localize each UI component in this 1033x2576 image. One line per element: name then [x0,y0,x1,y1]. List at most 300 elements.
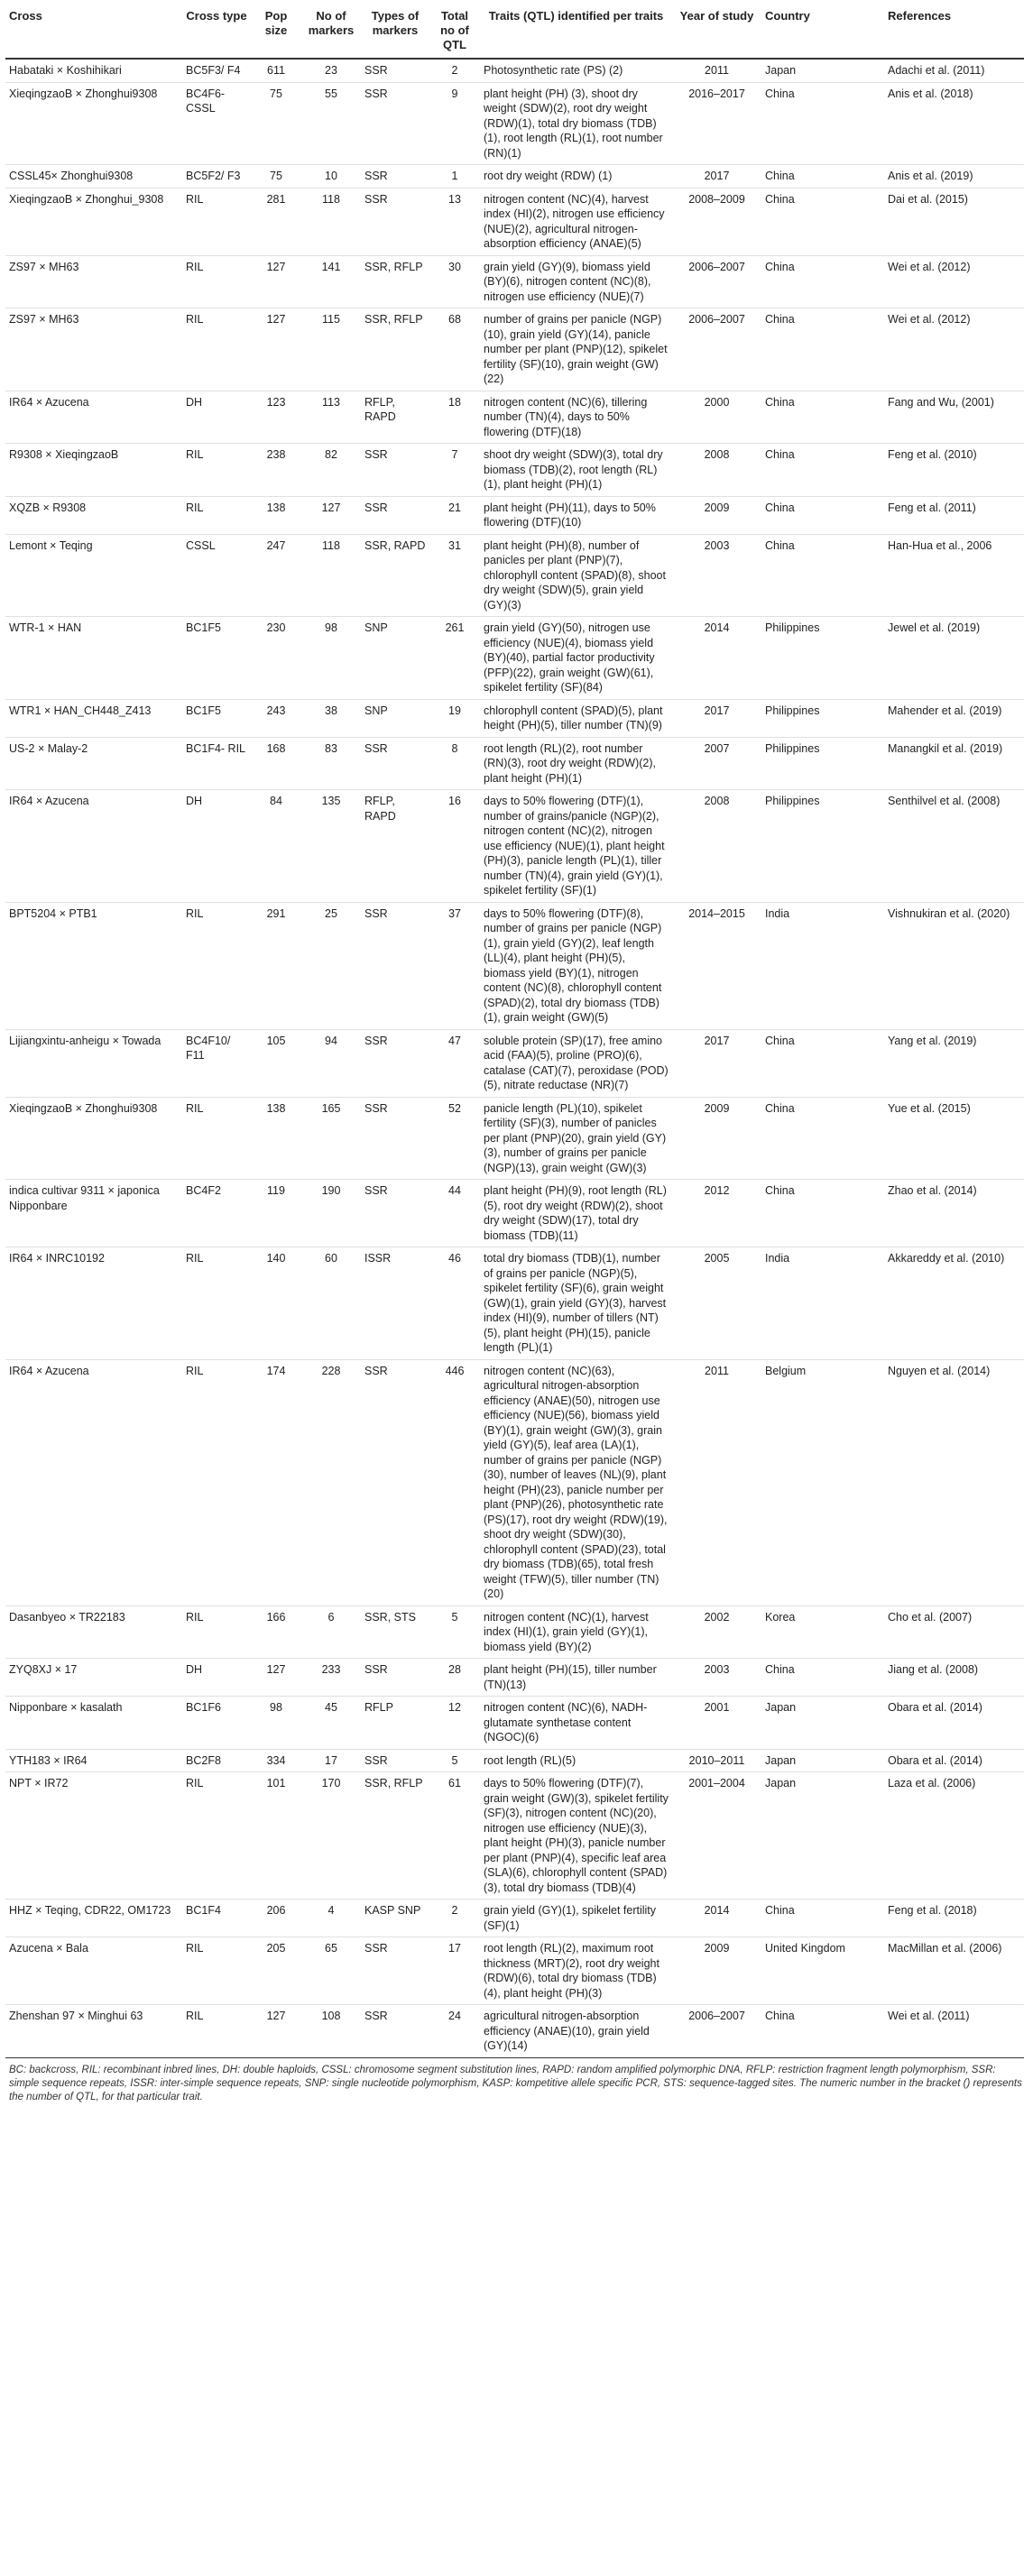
markers-cell: 118 [301,534,361,617]
marker-types-cell: RFLP [361,1697,429,1750]
pop-size-cell: 281 [251,188,301,255]
pop-size-cell: 138 [251,496,301,534]
country-cell: Philippines [761,617,884,700]
qtl-count-cell: 17 [429,1937,480,2005]
cross-cell: WTR1 × HAN_CH448_Z413 [5,699,182,737]
traits-cell: panicle length (PL)(10), spikelet fertility (SF)(3), number of panicles per plant (PNP)(20), grain yield (GY)(3), number of grains per panicle (NGP)(13), grain weight (GW)(3) [480,1097,672,1180]
year-cell: 2002 [672,1605,761,1659]
year-cell: 2003 [672,534,761,617]
cross-type-cell: BC5F3/ F4 [182,59,251,82]
traits-cell: chlorophyll content (SPAD)(5), plant height (PH)(5), tiller number (TN)(9) [480,699,672,737]
cross-cell: YTH183 × IR64 [5,1749,182,1772]
cross-cell: Lijiangxintu-anheigu × Towada [5,1029,182,1097]
year-cell: 2006–2007 [672,308,761,391]
cross-type-cell: RIL [182,444,251,497]
qtl-count-cell: 13 [429,188,480,255]
pop-size-cell: 105 [251,1029,301,1097]
table-row [5,496,1024,534]
qtl-count-cell: 9 [429,82,480,165]
header-marker-types: Types of markers [361,5,429,59]
traits-cell: nitrogen content (NC)(63), agricultural nitrogen-absorption efficiency (ANAE)(50), nitrogen use efficiency (NUE)(56), biomass yield (BY)(1), grain weight (GW)(3), grain yield (GY)(5), leaf area (LA)(1), number of grains per panicle (NGP)(30), number of leaves (NL)(9), plant height (PH)(23), panicle number per plant (PNP)(26), photosynthetic rate (PS)(17), root dry weight (RDW)(19), shoot dry weight (SDW)(30), chlorophyll content (SPAD)(23), total dry biomass (TDB)(65), total fresh weight (TFW)(5), tiller number (TN)(20) [480,1359,672,1605]
reference-cell: Senthilvel et al. (2008) [884,790,1024,903]
cross-cell: Azucena × Bala [5,1937,182,2005]
country-cell: China [761,82,884,165]
cross-type-cell: RIL [182,1605,251,1659]
markers-cell: 60 [301,1247,361,1360]
cross-type-cell: RIL [182,308,251,391]
country-cell: China [761,496,884,534]
pop-size-cell: 168 [251,737,301,790]
traits-cell: days to 50% flowering (DTF)(7), grain weight (GW)(3), spikelet fertility (SF)(3), nitrogen content (NC)(20), nitrogen use efficiency (NUE)(3), plant height (PH)(3), panicle number per plant (PNP)(4), specific leaf area (SLA)(6), chlorophyll content (SPAD)(3), total dry biomass (TDB)(4) [480,1772,672,1900]
markers-cell: 115 [301,308,361,391]
table-row [5,188,1024,255]
pop-size-cell: 123 [251,391,301,444]
reference-cell: Feng et al. (2010) [884,444,1024,497]
cross-type-cell: BC4F6- CSSL [182,82,251,165]
cross-type-cell: DH [182,790,251,903]
pop-size-cell: 230 [251,617,301,700]
pop-size-cell: 174 [251,1359,301,1605]
qtl-count-cell: 46 [429,1247,480,1360]
traits-cell: plant height (PH)(15), tiller number (TN)(13) [480,1659,672,1697]
cross-cell: IR64 × Azucena [5,790,182,903]
markers-cell: 170 [301,1772,361,1900]
year-cell: 2006–2007 [672,255,761,308]
markers-cell: 83 [301,737,361,790]
cross-type-cell: BC4F2 [182,1180,251,1247]
marker-types-cell: KASP SNP [361,1900,429,1937]
cross-type-cell: RIL [182,1247,251,1360]
markers-cell: 25 [301,902,361,1029]
year-cell: 2008 [672,444,761,497]
traits-cell: plant height (PH)(9), root length (RL)(5), root dry weight (RDW)(2), shoot dry weight (SDW)(17), total dry biomass (TDB)(11) [480,1180,672,1247]
year-cell: 2008–2009 [672,188,761,255]
marker-types-cell: RFLP, RAPD [361,391,429,444]
qtl-count-cell: 18 [429,391,480,444]
reference-cell: Cho et al. (2007) [884,1605,1024,1659]
markers-cell: 113 [301,391,361,444]
qtl-count-cell: 8 [429,737,480,790]
cross-cell: indica cultivar 9311 × japonica Nipponbare [5,1180,182,1247]
traits-cell: grain yield (GY)(9), biomass yield (BY)(6), nitrogen content (NC)(8), nitrogen use efficiency (NUE)(7) [480,255,672,308]
reference-cell: Obara et al. (2014) [884,1749,1024,1772]
marker-types-cell: SSR [361,496,429,534]
cross-cell: Nipponbare × kasalath [5,1697,182,1750]
marker-types-cell: SSR, RFLP [361,255,429,308]
cross-cell: ZYQ8XJ × 17 [5,1659,182,1697]
traits-cell: nitrogen content (NC)(1), harvest index (HI)(1), grain yield (GY)(1), biomass yield (BY)(2) [480,1605,672,1659]
country-cell: Belgium [761,1359,884,1605]
country-cell: China [761,444,884,497]
header-traits: Traits (QTL) identified per traits [480,5,672,59]
qtl-count-cell: 12 [429,1697,480,1750]
cross-type-cell: RIL [182,2005,251,2058]
year-cell: 2007 [672,737,761,790]
cross-cell: IR64 × Azucena [5,391,182,444]
marker-types-cell: SSR [361,59,429,82]
qtl-count-cell: 30 [429,255,480,308]
pop-size-cell: 127 [251,255,301,308]
cross-type-cell: RIL [182,1937,251,2005]
header-year: Year of study [672,5,761,59]
reference-cell: Laza et al. (2006) [884,1772,1024,1900]
table-row [5,1772,1024,1900]
cross-type-cell: RIL [182,1359,251,1605]
marker-types-cell: SSR, RFLP [361,1772,429,1900]
cross-cell: R9308 × XieqingzaoB [5,444,182,497]
year-cell: 2017 [672,699,761,737]
reference-cell: Wei et al. (2012) [884,308,1024,391]
qtl-count-cell: 68 [429,308,480,391]
country-cell: China [761,188,884,255]
table-row [5,1029,1024,1097]
table-row [5,82,1024,165]
reference-cell: Wei et al. (2011) [884,2005,1024,2058]
cross-type-cell: RIL [182,1772,251,1900]
marker-types-cell: SSR [361,2005,429,2058]
traits-cell: root length (RL)(5) [480,1749,672,1772]
year-cell: 2011 [672,59,761,82]
cross-cell: Habataki × Koshihikari [5,59,182,82]
pop-size-cell: 334 [251,1749,301,1772]
year-cell: 2010–2011 [672,1749,761,1772]
reference-cell: MacMillan et al. (2006) [884,1937,1024,2005]
cross-type-cell: BC1F4 [182,1900,251,1937]
table-row [5,1749,1024,1772]
markers-cell: 165 [301,1097,361,1180]
pop-size-cell: 119 [251,1180,301,1247]
table-row [5,1097,1024,1180]
markers-cell: 10 [301,165,361,189]
traits-cell: root length (RL)(2), root number (RN)(3), root dry weight (RDW)(2), plant height (PH)(1) [480,737,672,790]
traits-cell: plant height (PH) (3), shoot dry weight (SDW)(2), root dry weight (RDW)(1), total dry biomass (TDB)(1), root length (RL)(1), root number (RN)(1) [480,82,672,165]
traits-cell: number of grains per panicle (NGP)(10), grain yield (GY)(14), panicle number per plant (PNP)(12), spikelet fertility (SF)(10), grain weight (GW)(22) [480,308,672,391]
traits-cell: plant height (PH)(11), days to 50% flowering (DTF)(10) [480,496,672,534]
year-cell: 2001–2004 [672,1772,761,1900]
traits-cell: nitrogen content (NC)(6), tillering number (TN)(4), days to 50% flowering (DTF)(18) [480,391,672,444]
pop-size-cell: 140 [251,1247,301,1360]
country-cell: Japan [761,1772,884,1900]
header-references: References [884,5,1024,59]
markers-cell: 82 [301,444,361,497]
cross-cell: XQZB × R9308 [5,496,182,534]
marker-types-cell: SSR [361,1937,429,2005]
country-cell: India [761,902,884,1029]
header-no-markers: No of markers [301,5,361,59]
year-cell: 2017 [672,165,761,189]
qtl-count-cell: 2 [429,1900,480,1937]
pop-size-cell: 243 [251,699,301,737]
cross-cell: XieqingzaoB × Zhonghui9308 [5,82,182,165]
pop-size-cell: 291 [251,902,301,1029]
pop-size-cell: 75 [251,82,301,165]
year-cell: 2017 [672,1029,761,1097]
qtl-count-cell: 446 [429,1359,480,1605]
cross-cell: XieqingzaoB × Zhonghui9308 [5,1097,182,1180]
cross-type-cell: BC1F5 [182,699,251,737]
year-cell: 2003 [672,1659,761,1697]
marker-types-cell: SSR [361,902,429,1029]
qtl-table [5,5,1024,2058]
header-cross: Cross [5,5,182,59]
cross-type-cell: BC1F5 [182,617,251,700]
markers-cell: 55 [301,82,361,165]
qtl-count-cell: 5 [429,1749,480,1772]
country-cell: United Kingdom [761,1937,884,2005]
year-cell: 2000 [672,391,761,444]
country-cell: Philippines [761,699,884,737]
reference-cell: Wei et al. (2012) [884,255,1024,308]
markers-cell: 6 [301,1605,361,1659]
table-body [5,59,1024,2057]
table-row [5,1937,1024,2005]
qtl-count-cell: 261 [429,617,480,700]
table-row [5,1605,1024,1659]
markers-cell: 38 [301,699,361,737]
traits-cell: root dry weight (RDW) (1) [480,165,672,189]
year-cell: 2008 [672,790,761,903]
markers-cell: 17 [301,1749,361,1772]
pop-size-cell: 205 [251,1937,301,2005]
markers-cell: 94 [301,1029,361,1097]
country-cell: Korea [761,1605,884,1659]
marker-types-cell: SSR, STS [361,1605,429,1659]
reference-cell: Adachi et al. (2011) [884,59,1024,82]
table-row [5,790,1024,903]
country-cell: China [761,1659,884,1697]
year-cell: 2006–2007 [672,2005,761,2058]
country-cell: China [761,534,884,617]
table-row [5,165,1024,189]
table-row [5,1180,1024,1247]
table-row [5,59,1024,82]
qtl-count-cell: 21 [429,496,480,534]
reference-cell: Fang and Wu, (2001) [884,391,1024,444]
marker-types-cell: SSR [361,1097,429,1180]
reference-cell: Akkareddy et al. (2010) [884,1247,1024,1360]
cross-cell: HHZ × Teqing, CDR22, OM1723 [5,1900,182,1937]
qtl-count-cell: 47 [429,1029,480,1097]
year-cell: 2014 [672,617,761,700]
cross-cell: IR64 × INRC10192 [5,1247,182,1360]
traits-cell: days to 50% flowering (DTF)(8), number of grains per panicle (NGP)(1), grain yield (GY)(2), leaf length (LL)(4), plant height (PH)(5), biomass yield (BY)(1), nitrogen content (NC)(8), chlorophyll content (SPAD)(2), total dry biomass (TDB)(1), grain weight (GW)(5) [480,902,672,1029]
traits-cell: plant height (PH)(8), number of panicles per plant (PNP)(7), chlorophyll content (SPAD)(8), shoot dry weight (SDW)(5), grain yield (GY)(3) [480,534,672,617]
marker-types-cell: SSR, RFLP [361,308,429,391]
marker-types-cell: SSR [361,444,429,497]
qtl-count-cell: 37 [429,902,480,1029]
traits-cell: soluble protein (SP)(17), free amino acid (FAA)(5), proline (PRO)(6), catalase (CAT)(7), peroxidase (POD)(5), nitrate reductase (NR)(7) [480,1029,672,1097]
traits-cell: agricultural nitrogen-absorption efficiency (ANAE)(10), grain yield (GY)(14) [480,2005,672,2058]
reference-cell: Vishnukiran et al. (2020) [884,902,1024,1029]
pop-size-cell: 127 [251,308,301,391]
reference-cell: Mahender et al. (2019) [884,699,1024,737]
cross-cell: US-2 × Malay-2 [5,737,182,790]
qtl-count-cell: 61 [429,1772,480,1900]
cross-cell: IR64 × Azucena [5,1359,182,1605]
reference-cell: Jiang et al. (2008) [884,1659,1024,1697]
reference-cell: Jewel et al. (2019) [884,617,1024,700]
pop-size-cell: 206 [251,1900,301,1937]
cross-cell: Dasanbyeo × TR22183 [5,1605,182,1659]
pop-size-cell: 247 [251,534,301,617]
markers-cell: 141 [301,255,361,308]
marker-types-cell: SSR [361,737,429,790]
marker-types-cell: ISSR [361,1247,429,1360]
country-cell: Japan [761,59,884,82]
table-row [5,902,1024,1029]
marker-types-cell: SSR, RAPD [361,534,429,617]
reference-cell: Anis et al. (2019) [884,165,1024,189]
marker-types-cell: SSR [361,1659,429,1697]
qtl-count-cell: 2 [429,59,480,82]
markers-cell: 98 [301,617,361,700]
table-row [5,737,1024,790]
country-cell: China [761,255,884,308]
qtl-count-cell: 5 [429,1605,480,1659]
country-cell: Japan [761,1697,884,1750]
qtl-count-cell: 1 [429,165,480,189]
cross-type-cell: RIL [182,1097,251,1180]
country-cell: China [761,308,884,391]
country-cell: Japan [761,1749,884,1772]
table-row [5,617,1024,700]
year-cell: 2014–2015 [672,902,761,1029]
country-cell: China [761,1097,884,1180]
reference-cell: Nguyen et al. (2014) [884,1359,1024,1605]
reference-cell: Dai et al. (2015) [884,188,1024,255]
marker-types-cell: SSR [361,188,429,255]
reference-cell: Anis et al. (2018) [884,82,1024,165]
year-cell: 2009 [672,1937,761,2005]
pop-size-cell: 238 [251,444,301,497]
cross-cell: BPT5204 × PTB1 [5,902,182,1029]
reference-cell: Manangkil et al. (2019) [884,737,1024,790]
year-cell: 2001 [672,1697,761,1750]
country-cell: China [761,391,884,444]
reference-cell: Han-Hua et al., 2006 [884,534,1024,617]
year-cell: 2009 [672,496,761,534]
country-cell: India [761,1247,884,1360]
markers-cell: 118 [301,188,361,255]
table-footnote: BC: backcross, RIL: recombinant inbred lines, DH: double haploids, CSSL: chromosome segment substitution lines, RAPD: random amplified polymorphic DNA, RFLP: restriction fragment length polymorphism, SSR: simple sequence repeats, ISSR: inter-simple sequence repeats, SNP: single nucleotide polymorphism, KASP: kompetitive allele specific PCR, STS: sequence-tagged sites. The numeric number in the bracket () represents the number of QTL, for that particular trait. [9,2064,1022,2102]
qtl-count-cell: 28 [429,1659,480,1697]
marker-types-cell: SSR [361,1359,429,1605]
qtl-count-cell: 44 [429,1180,480,1247]
table-row [5,1697,1024,1750]
cross-type-cell: BC5F2/ F3 [182,165,251,189]
cross-type-cell: RIL [182,188,251,255]
year-cell: 2005 [672,1247,761,1360]
traits-cell: total dry biomass (TDB)(1), number of grains per panicle (NGP)(5), spikelet fertility (SF)(6), grain weight (GW)(1), grain yield (GY)(3), harvest index (HI)(9), number of tillers (NT)(5), plant height (PH)(15), panicle length (PL)(1) [480,1247,672,1360]
markers-cell: 127 [301,496,361,534]
table-row [5,255,1024,308]
country-cell: China [761,2005,884,2058]
country-cell: Philippines [761,790,884,903]
traits-cell: days to 50% flowering (DTF)(1), number of grains/panicle (NGP)(2), nitrogen content (NC)(2), nitrogen use efficiency (NUE)(1), plant height (PH)(3), panicle length (PL)(1), tiller number (TN)(4), grain yield (GY)(1), spikelet fertility (SF)(1) [480,790,672,903]
cross-type-cell: BC1F6 [182,1697,251,1750]
reference-cell: Obara et al. (2014) [884,1697,1024,1750]
reference-cell: Feng et al. (2011) [884,496,1024,534]
year-cell: 2009 [672,1097,761,1180]
marker-types-cell: SSR [361,1180,429,1247]
cross-type-cell: BC4F10/ F11 [182,1029,251,1097]
qtl-count-cell: 19 [429,699,480,737]
pop-size-cell: 127 [251,2005,301,2058]
header-pop-size: Pop size [251,5,301,59]
country-cell: China [761,1180,884,1247]
markers-cell: 135 [301,790,361,903]
country-cell: China [761,165,884,189]
pop-size-cell: 98 [251,1697,301,1750]
cross-cell: Zhenshan 97 × Minghui 63 [5,2005,182,2058]
traits-cell: shoot dry weight (SDW)(3), total dry biomass (TDB)(2), root length (RL)(1), plant height (PH)(1) [480,444,672,497]
markers-cell: 108 [301,2005,361,2058]
table-row [5,391,1024,444]
reference-cell: Yue et al. (2015) [884,1097,1024,1180]
traits-cell: Photosynthetic rate (PS) (2) [480,59,672,82]
cross-type-cell: DH [182,391,251,444]
markers-cell: 45 [301,1697,361,1750]
reference-cell: Yang et al. (2019) [884,1029,1024,1097]
marker-types-cell: SSR [361,1029,429,1097]
cross-cell: ZS97 × MH63 [5,255,182,308]
pop-size-cell: 611 [251,59,301,82]
marker-types-cell: SSR [361,82,429,165]
pop-size-cell: 127 [251,1659,301,1697]
year-cell: 2012 [672,1180,761,1247]
marker-types-cell: RFLP, RAPD [361,790,429,903]
cross-type-cell: CSSL [182,534,251,617]
country-cell: China [761,1900,884,1937]
country-cell: Philippines [761,737,884,790]
pop-size-cell: 101 [251,1772,301,1900]
pop-size-cell: 84 [251,790,301,903]
qtl-count-cell: 24 [429,2005,480,2058]
reference-cell: Feng et al. (2018) [884,1900,1024,1937]
markers-cell: 4 [301,1900,361,1937]
header-country: Country [761,5,884,59]
qtl-count-cell: 52 [429,1097,480,1180]
qtl-count-cell: 16 [429,790,480,903]
table-row [5,1900,1024,1937]
year-cell: 2016–2017 [672,82,761,165]
markers-cell: 65 [301,1937,361,2005]
cross-type-cell: BC1F4- RIL [182,737,251,790]
cross-cell: CSSL45× Zhonghui9308 [5,165,182,189]
table-row [5,699,1024,737]
table-row [5,308,1024,391]
pop-size-cell: 75 [251,165,301,189]
cross-type-cell: RIL [182,496,251,534]
markers-cell: 23 [301,59,361,82]
marker-types-cell: SSR [361,165,429,189]
traits-cell: grain yield (GY)(1), spikelet fertility (SF)(1) [480,1900,672,1937]
table-row [5,444,1024,497]
qtl-count-cell: 31 [429,534,480,617]
table-row [5,1359,1024,1605]
markers-cell: 228 [301,1359,361,1605]
traits-cell: nitrogen content (NC)(6), NADH-glutamate synthetase content (NGOC)(6) [480,1697,672,1750]
header-total-qtl: Total no of QTL [429,5,480,59]
traits-cell: root length (RL)(2), maximum root thickness (MRT)(2), root dry weight (RDW)(6), total dry biomass (TDB)(4), plant height (PH)(3) [480,1937,672,2005]
cross-cell: ZS97 × MH63 [5,308,182,391]
table-row [5,2005,1024,2058]
table-row [5,1659,1024,1697]
cross-type-cell: RIL [182,902,251,1029]
marker-types-cell: SNP [361,699,429,737]
table-header [5,5,1024,59]
table-row [5,1247,1024,1360]
